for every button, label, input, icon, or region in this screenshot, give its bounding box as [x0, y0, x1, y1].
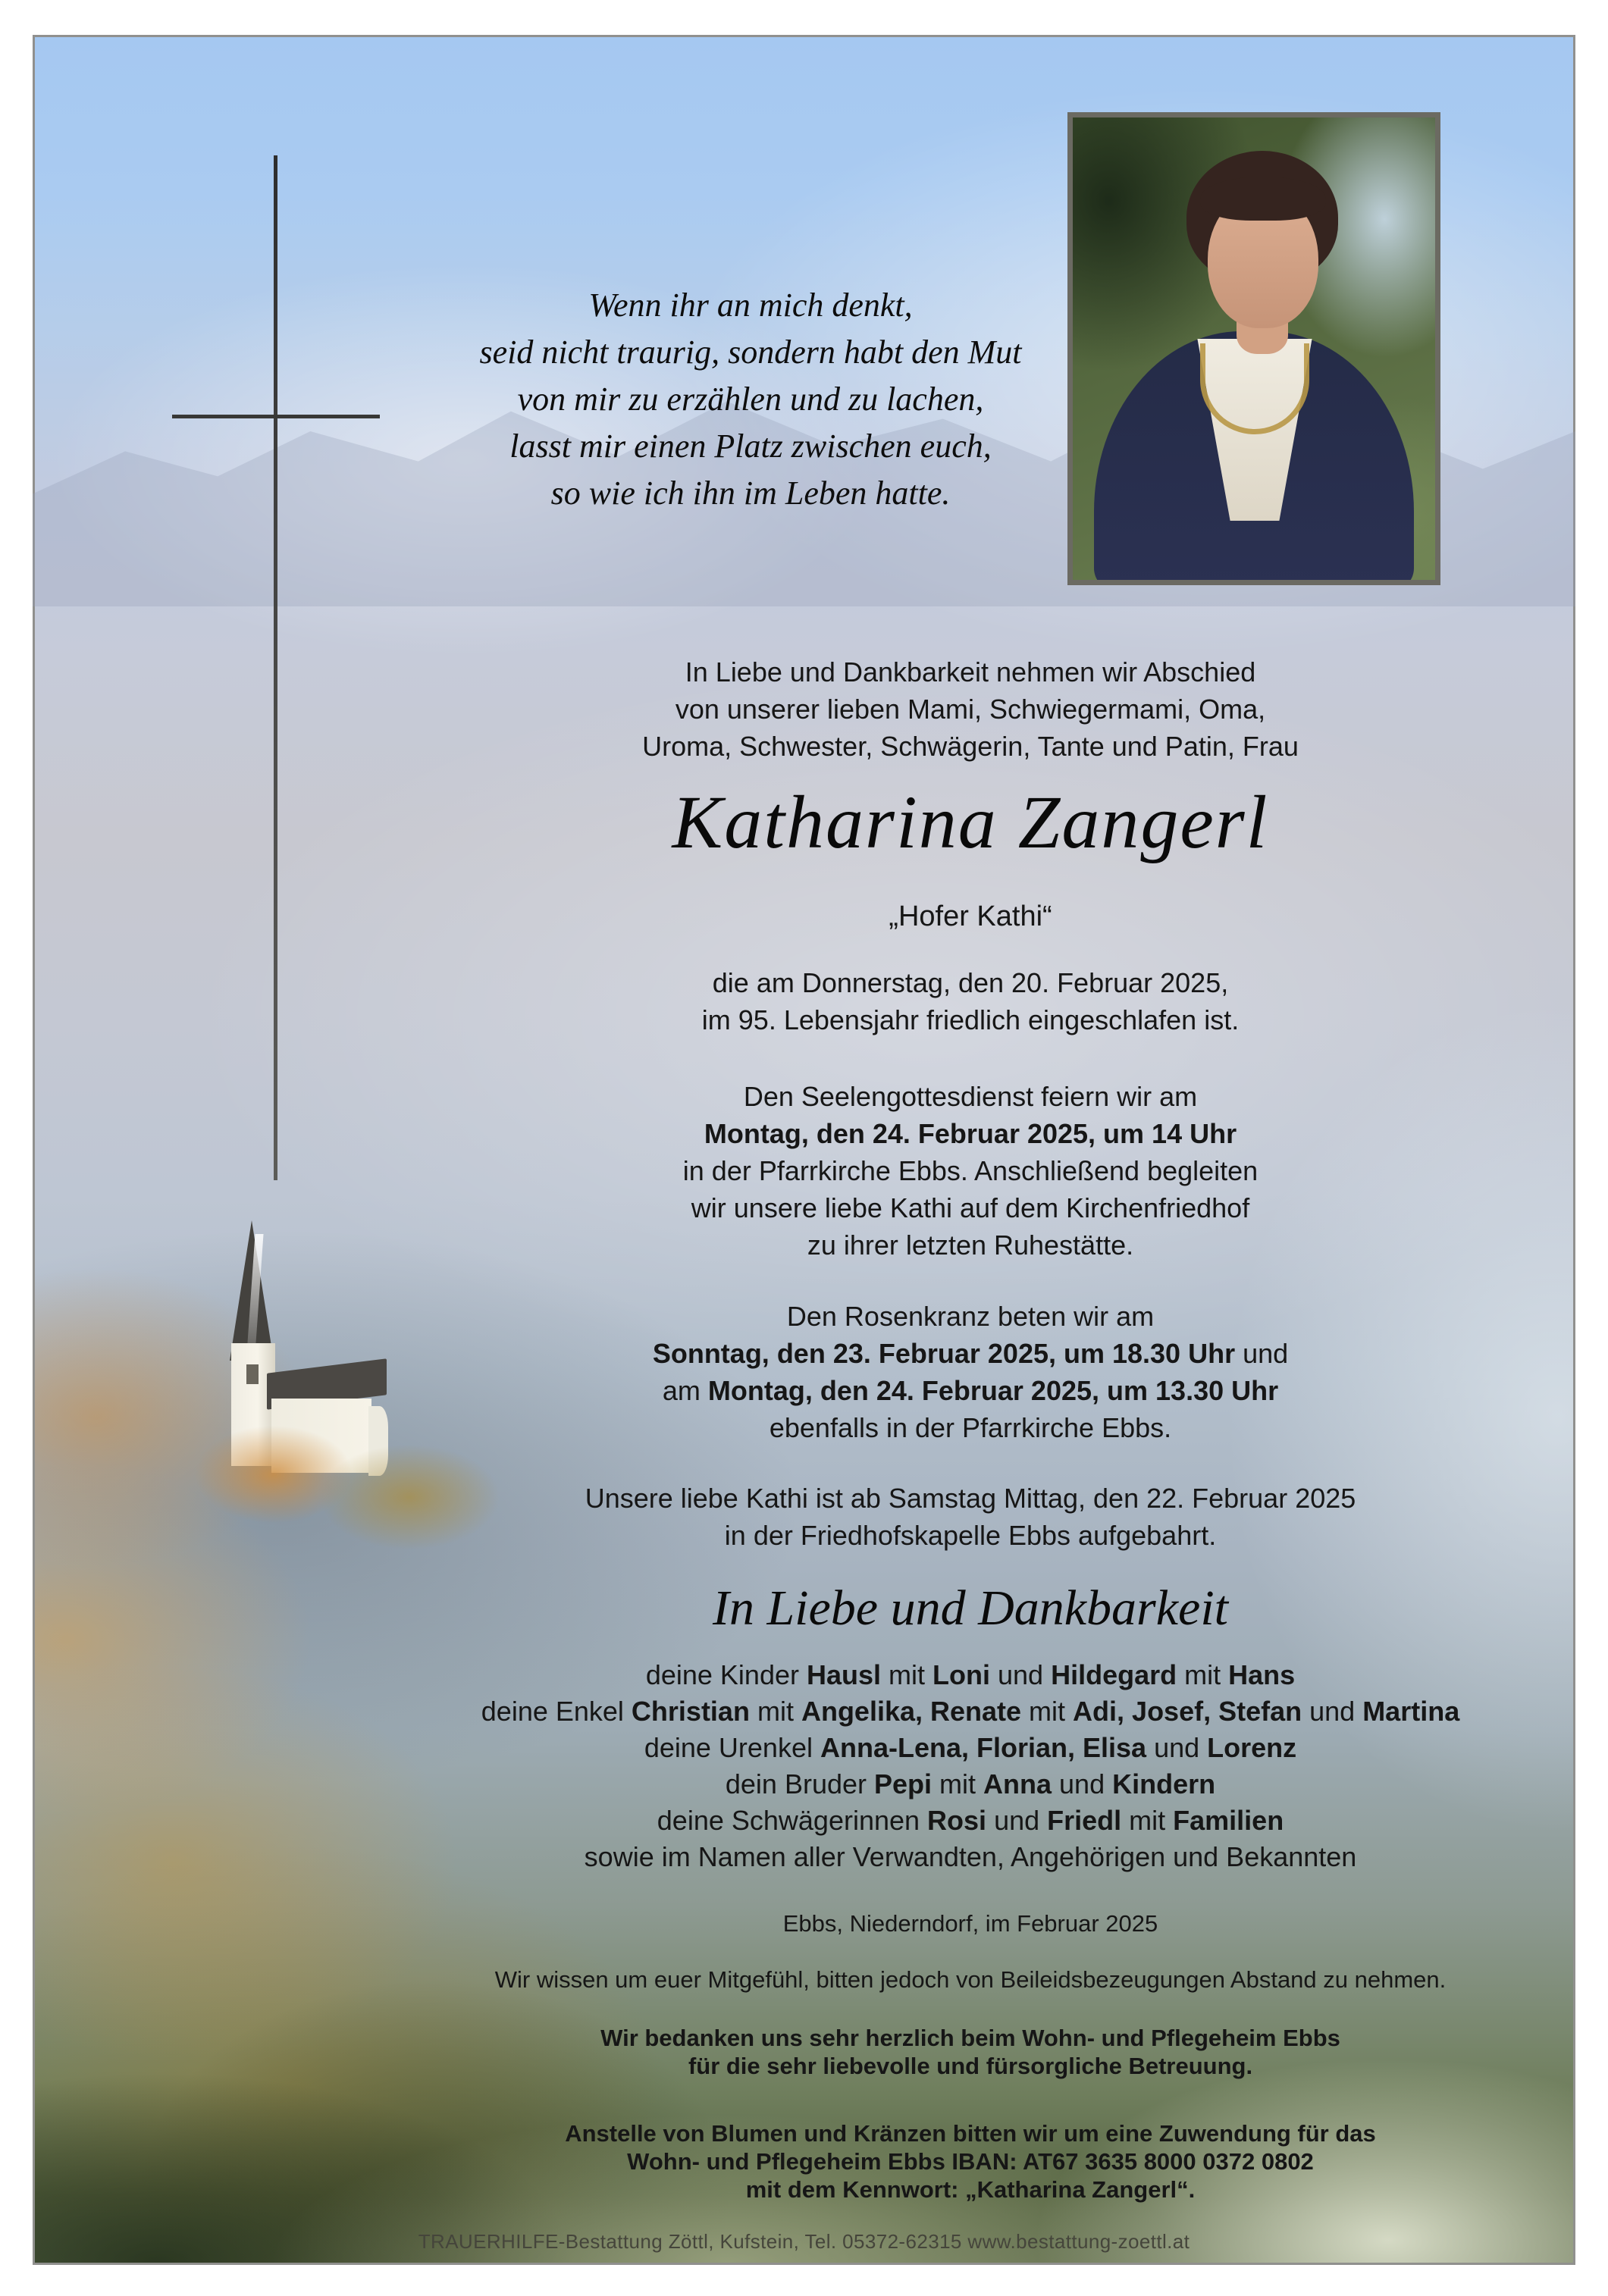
thanks-line: für die sehr liebevolle und fürsorgliche Betreuung. — [688, 2053, 1253, 2079]
poem-line: so wie ich ihn im Leben hatte. — [550, 475, 951, 512]
photo-hair-fringe — [1200, 177, 1326, 221]
laying-out-line: Unsere liebe Kathi ist ab Samstag Mittag, den 22. Februar 2025 — [585, 1483, 1356, 1514]
deceased-name: Katharina Zangerl — [672, 780, 1269, 864]
intro-line: von unserer lieben Mami, Schwiegermami, Oma, — [675, 694, 1266, 725]
closing-phrase: In Liebe und Dankbarkeit — [712, 1580, 1228, 1636]
donation-line: Anstelle von Blumen und Kränzen bitten wir um eine Zuwendung für das — [565, 2120, 1376, 2147]
family-line: deine Schwägerinnen Rosi und Friedl mit Familien — [657, 1805, 1284, 1836]
donation-line: Wohn- und Pflegeheim Ebbs IBAN: AT67 3635 8000 0372 0802 — [627, 2148, 1314, 2175]
church-tower-window — [246, 1364, 259, 1384]
rosary-line: Sonntag, den 23. Februar 2025, um 18.30 Uhr und — [652, 1338, 1289, 1369]
laying-out-info — [356, 1480, 1584, 1554]
death-line: im 95. Lebensjahr friedlich eingeschlafen ist. — [701, 1004, 1240, 1035]
portrait-photo — [1067, 112, 1440, 585]
rosary-line: ebenfalls in der Pfarrkirche Ebbs. — [769, 1412, 1172, 1443]
cross-horizontal-bar — [172, 415, 380, 418]
rosary-line: am Montag, den 24. Februar 2025, um 13.30 Uhr — [662, 1375, 1279, 1406]
intro-line: In Liebe und Dankbarkeit nehmen wir Abschied — [685, 656, 1256, 688]
place-date-line: Ebbs, Niederndorf, im Februar 2025 — [782, 1910, 1158, 1937]
family-line: deine Kinder Hausl mit Loni und Hildegard mit Hans — [645, 1659, 1296, 1690]
death-date-text — [356, 964, 1584, 1038]
death-line: die am Donnerstag, den 20. Februar 2025, — [712, 967, 1229, 998]
funeral-service-info — [356, 1078, 1584, 1264]
service-line: Den Seelengottesdienst feiern wir am — [743, 1081, 1198, 1112]
intro-text — [356, 653, 1584, 765]
cross-vertical-bar — [274, 155, 277, 1180]
donation-note — [356, 2119, 1584, 2204]
laying-out-line: in der Friedhofskapelle Ebbs aufgebahrt. — [724, 1520, 1217, 1551]
funeral-home-footer: TRAUERHILFE-Bestattung Zöttl, Kufstein, Tel. 05372-62315 www.bestattung-zoettl.at — [418, 2230, 1190, 2253]
thanks-line: Wir bedanken uns sehr herzlich beim Wohn- und Pflegeheim Ebbs — [600, 2025, 1340, 2051]
family-line: deine Enkel Christian mit Angelika, Renate mit Adi, Josef, Stefan und Martina — [481, 1696, 1460, 1727]
family-list — [356, 1657, 1584, 1875]
family-line: deine Urenkel Anna-Lena, Florian, Elisa und Lorenz — [644, 1732, 1297, 1763]
rosary-info — [356, 1298, 1584, 1446]
thanks-note — [356, 2024, 1584, 2080]
service-line: in der Pfarrkirche Ebbs. Anschließend begleiten — [682, 1155, 1259, 1186]
family-line: dein Bruder Pepi mit Anna und Kindern — [725, 1768, 1216, 1800]
poem-line: lasst mir einen Platz zwischen euch, — [509, 428, 992, 465]
service-line: wir unsere liebe Kathi auf dem Kirchenfriedhof — [691, 1192, 1250, 1223]
family-line: sowie im Namen aller Verwandten, Angehörigen und Bekannten — [584, 1841, 1357, 1872]
poem-line: seid nicht traurig, sondern habt den Mut — [479, 334, 1022, 371]
donation-line: mit dem Kennwort: „Katharina Zangerl“. — [745, 2176, 1196, 2203]
intro-line: Uroma, Schwester, Schwägerin, Tante und Patin, Frau — [642, 731, 1299, 762]
rosary-line: Den Rosenkranz beten wir am — [786, 1301, 1155, 1332]
service-line: Montag, den 24. Februar 2025, um 14 Uhr — [704, 1118, 1237, 1149]
deceased-nickname: „Hofer Kathi“ — [889, 901, 1052, 932]
poem-line: von mir zu erzählen und zu lachen, — [517, 381, 984, 418]
service-line: zu ihrer letzten Ruhestätte. — [807, 1229, 1134, 1261]
memorial-poem — [425, 282, 1077, 517]
condolence-note: Wir wissen um euer Mitgefühl, bitten jedoch von Beileidsbezeugungen Abstand zu nehmen. — [494, 1966, 1447, 1993]
poem-line: Wenn ihr an mich denkt, — [588, 287, 913, 324]
